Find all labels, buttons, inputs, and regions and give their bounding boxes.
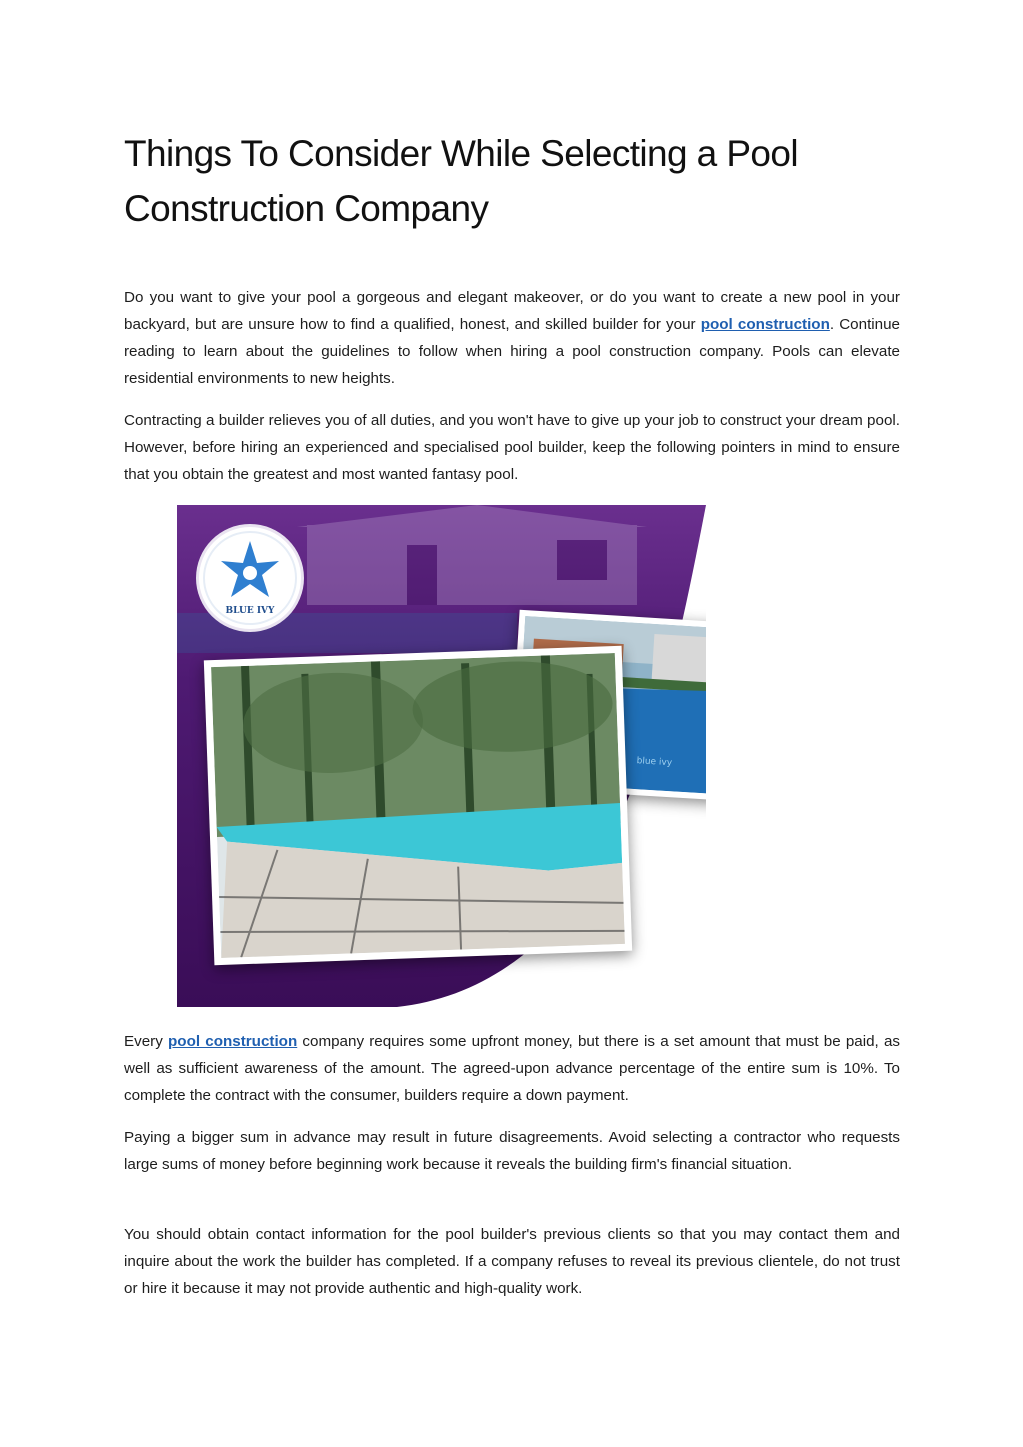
references-paragraph: You should obtain contact information for the pool builder's previous clients so that you may contact them and inquire about the work the builder has completed. If a company refuses to reveal its previous clientele, do not trust or hire it because it may not provide authentic and high-quality work.	[124, 1226, 900, 1297]
blue-ivy-logo	[199, 527, 301, 629]
infinity-pool-photo	[204, 646, 632, 965]
logo-text: BLUE IVY	[225, 606, 275, 616]
advance-text-end: company requires some upfront money, but there is a set amount that must be paid, as well as sufficient awareness of the amount. The agreed-upon advance percentage of the entire sum is 10%. To complete the contract with the consumer, builders require a down payment.	[124, 1033, 900, 1104]
intro-text-start: Do you want to give your pool a gorgeous and elegant makeover, or do you want to create a new pool in your backyard, but are unsure how to find a qualified, honest, and skilled builder for your	[124, 289, 900, 333]
pool-construction-link-2[interactable]: pool construction	[168, 1033, 298, 1050]
advance-payment-paragraph	[124, 1028, 900, 1109]
intro-paragraph	[124, 284, 900, 392]
intro-text-end: . Continue reading to learn about the guidelines to follow when hiring a pool construction company. Pools can elevate residential environments to new heights.	[124, 316, 900, 387]
page-title: Things To Consider While Selecting a Pool Construction Company	[124, 133, 798, 229]
disagreements-paragraph: Paying a bigger sum in advance may result in future disagreements. Avoid selecting a contractor who requests large sums of money before beginning work because it reveals the building firm's financial situation.	[124, 1129, 900, 1173]
pool-construction-link[interactable]: pool construction	[700, 316, 830, 333]
pool-collage-image	[177, 505, 706, 1007]
advance-text-start: Every	[124, 1033, 169, 1050]
photo-watermark: blue ivy	[636, 756, 673, 769]
contracting-paragraph: Contracting a builder relieves you of all duties, and you won't have to give up your job to construct your dream pool. However, before hiring an experienced and specialised pool builder, keep the following pointers in mind to ensure that you obtain the greatest and most wanted fantasy pool.	[124, 412, 900, 483]
